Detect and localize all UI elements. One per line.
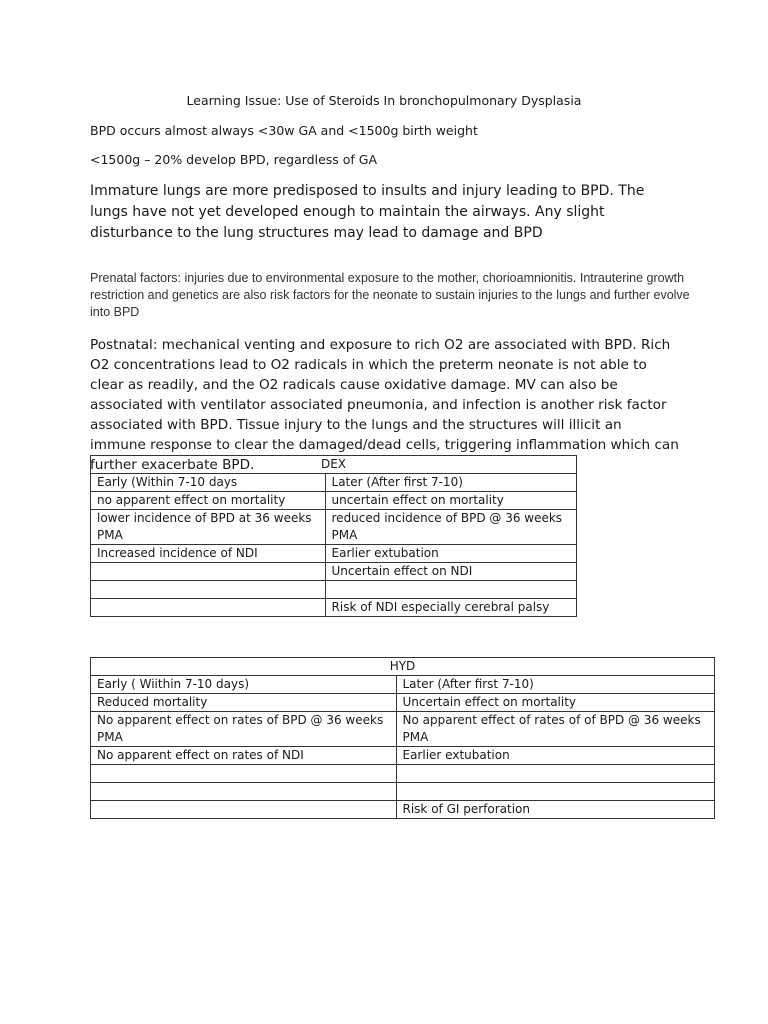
- bpd-criteria-line: BPD occurs almost always <30w GA and <1500g birth weight: [90, 123, 478, 138]
- hyd-table-title: HYD: [91, 658, 715, 676]
- immature-lungs-paragraph: Immature lungs are more predisposed to insults and injury leading to BPD. The lungs have not yet developed enough to maintain the airways. Any slight disturbance to the lung structures may lead to damage and BPD: [90, 183, 645, 241]
- table-cell: Increased incidence of NDI: [91, 545, 326, 563]
- postnatal-factors-paragraph: Postnatal: mechanical venting and exposure to rich O2 are associated with BPD. Rich O2 concentrations lead to O2 radicals in which the preterm neonate is not able to clear as readily, and the O2 radicals cause oxidative damage. MV can also be associated with ventilator associated pneumonia, and infection is another risk factor associated with BPD. Tissue injury to the lungs and the structures will illicit an immune response to clear the damaged/dead cells, triggering inflammation which can further exacerbate BPD.: [90, 337, 679, 473]
- table-cell: [91, 783, 397, 801]
- table-cell: Risk of NDI especially cerebral palsy: [325, 599, 576, 617]
- table-cell: [91, 801, 397, 819]
- table-row: [91, 599, 577, 617]
- table-row: [91, 694, 715, 712]
- table-row: [91, 563, 577, 581]
- bpd-incidence-line: <1500g – 20% develop BPD, regardless of GA: [90, 152, 378, 167]
- hyd-table: [90, 657, 715, 819]
- table-row: [91, 492, 577, 510]
- table-cell: [91, 581, 326, 599]
- table-cell: lower incidence of BPD at 36 weeks PMA: [91, 510, 326, 545]
- table-cell: [91, 563, 326, 581]
- table-cell: Earlier extubation: [396, 747, 715, 765]
- table-cell: Earlier extubation: [325, 545, 576, 563]
- table-row: [91, 712, 715, 747]
- table-row: [91, 545, 577, 563]
- table-row: [91, 801, 715, 819]
- table-row: [91, 581, 577, 599]
- table-cell: uncertain effect on mortality: [325, 492, 576, 510]
- table-row: [91, 747, 715, 765]
- table-cell: Risk of GI perforation: [396, 801, 715, 819]
- table-cell: no apparent effect on mortality: [91, 492, 326, 510]
- table-cell: [91, 599, 326, 617]
- table-cell: Uncertain effect on NDI: [325, 563, 576, 581]
- dex-early-header: Early (Within 7-10 days: [91, 474, 326, 492]
- document-title: Learning Issue: Use of Steroids In bronchopulmonary Dysplasia: [186, 93, 582, 108]
- hyd-later-header: Later (After first 7-10): [396, 676, 715, 694]
- hyd-early-header: Early ( Wiithin 7-10 days): [91, 676, 397, 694]
- table-cell: No apparent effect on rates of NDI: [91, 747, 397, 765]
- table-cell: Reduced mortality: [91, 694, 397, 712]
- prenatal-factors-paragraph: Prenatal factors: injuries due to environmental exposure to the mother, chorioamnionitis. Intrauterine growth restriction and genetics are also risk factors for the neonate to sustain injuries to the lungs and further evolve into BPD: [90, 271, 690, 319]
- dex-table: [90, 455, 577, 617]
- table-row: [91, 676, 715, 694]
- table-cell: [396, 765, 715, 783]
- table-cell: No apparent effect on rates of BPD @ 36 weeks PMA: [91, 712, 397, 747]
- table-cell: Uncertain effect on mortality: [396, 694, 715, 712]
- table-cell: [396, 783, 715, 801]
- dex-later-header: Later (After first 7-10): [325, 474, 576, 492]
- table-cell: No apparent effect of rates of of BPD @ 36 weeks PMA: [396, 712, 715, 747]
- table-cell: [325, 581, 576, 599]
- table-cell: [91, 765, 397, 783]
- table-row: [91, 474, 577, 492]
- table-row: [91, 765, 715, 783]
- table-cell: reduced incidence of BPD @ 36 weeks PMA: [325, 510, 576, 545]
- table-row: [91, 783, 715, 801]
- dex-table-title: DEX: [91, 456, 577, 474]
- table-row: [91, 510, 577, 545]
